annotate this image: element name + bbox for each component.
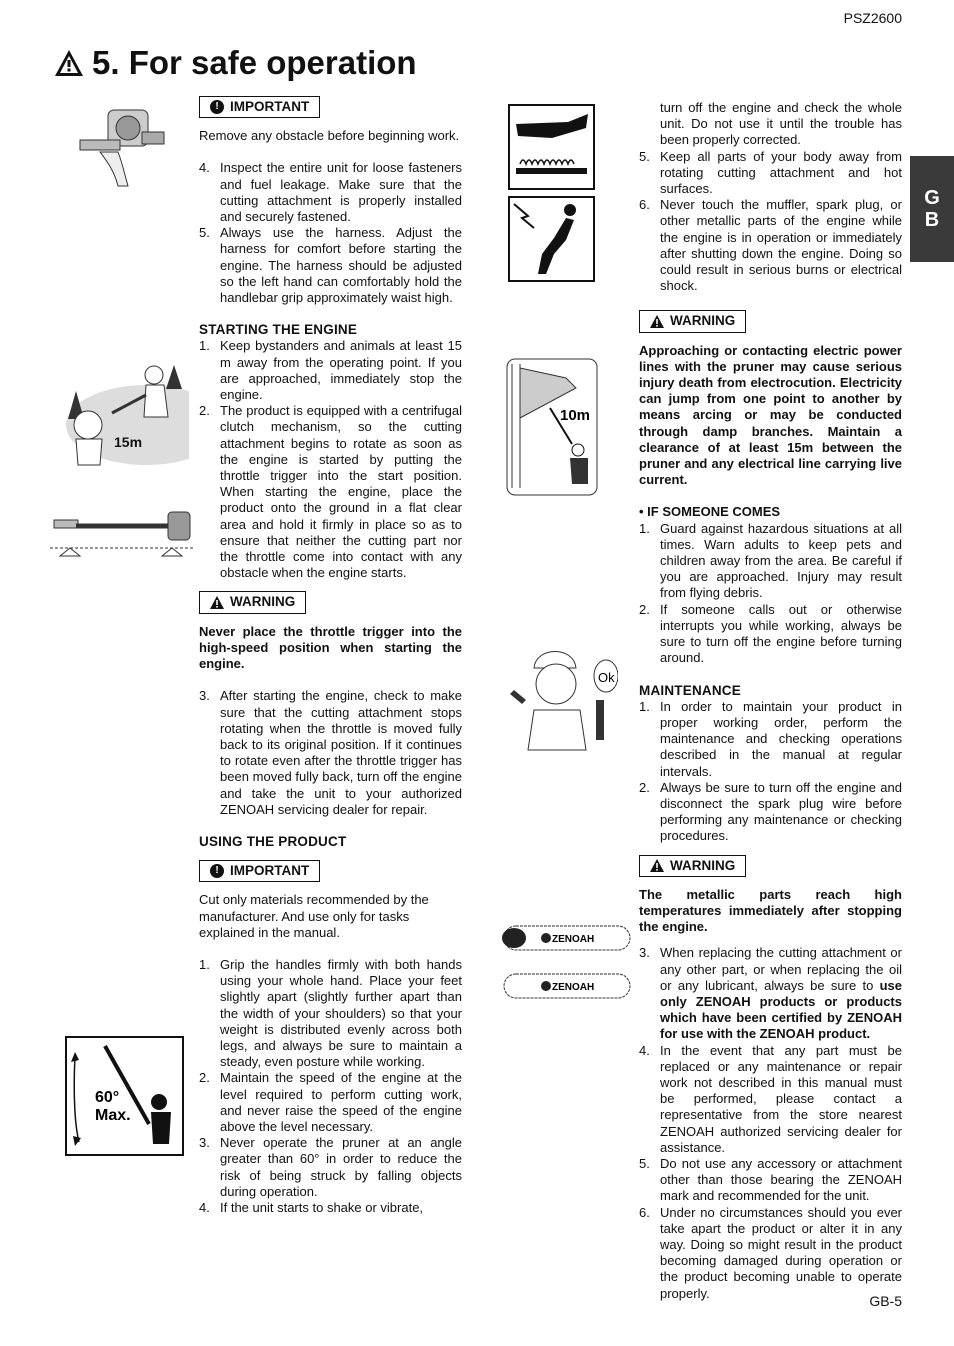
list-item: 5. Do not use any accessory or attachment other than those bearing the ZENOAH mark and recommended for the unit. xyxy=(639,1155,902,1204)
important-text: Remove any obstacle before beginning work. xyxy=(199,128,460,144)
continued-text: turn off the engine and check the whole unit. Do not use it until the trouble has been properly corrected. xyxy=(660,100,902,148)
list-item: 2. The product is equipped with a centrifugal clutch mechanism, so the cutting attachment begins to rotate as soon as the engine is started by putting the throttle trigger into the start position. When starting the engine, place the product onto the ground in a flat clear area and hold it firmly in place so as to ensure that neither the cutting part nor the throttle come into contact with any obstacle when the engine starts. xyxy=(199,403,462,581)
bar-brand-label-2: ZENOAH xyxy=(552,982,595,993)
using-list xyxy=(199,957,462,1216)
power-line-clearance-illustration xyxy=(506,358,598,496)
list-item: 3. Never operate the pruner at an angle greater than 60° in order to reduce the risk of being struck by falling objects during operation. xyxy=(199,1135,462,1199)
electric-shock-illustration xyxy=(508,196,595,282)
list-item: 4. If the unit starts to shake or vibrate, xyxy=(199,1199,424,1215)
safety-list xyxy=(639,149,902,295)
bystander-distance-illustration xyxy=(54,355,189,467)
warning-badge: WARNING xyxy=(199,591,306,613)
important-badge: ! IMPORTANT xyxy=(199,96,320,118)
list-item: 3. After starting the engine, check to make sure that the cutting attachment stops rotating when the throttle is moved fully back to its original position. If it continues to rotate even after the throttle trigger has been moved fully back, turn off the engine and take the unit to your authorized ZENOAH servicing dealer for repair. xyxy=(199,688,462,817)
section-heading: • IF SOMEONE COMES xyxy=(639,504,781,520)
distance-label: 15m xyxy=(114,434,143,450)
ok-label: Ok xyxy=(598,670,615,685)
list-item: 3. When replacing the cutting attachment or any other part, or when replacing the oil or any lubricant, always be sure to use only ZENOAH products or products which have been certified by ZENOAH for use with the ZENOAH product. xyxy=(639,945,902,1042)
model-number: PSZ2600 xyxy=(843,10,902,26)
right-column xyxy=(639,100,902,1302)
left-column xyxy=(199,96,462,1216)
page-number: GB-5 xyxy=(869,1293,902,1309)
angle-max-label: Max. xyxy=(95,1107,131,1124)
page-title-text: 5. For safe operation xyxy=(92,44,417,81)
start-on-ground-illustration xyxy=(50,508,195,566)
inspection-list xyxy=(199,160,462,306)
warning-triangle-icon xyxy=(650,315,664,328)
bar-brand-label-1: ZENOAH xyxy=(552,934,595,945)
maintenance-ok-illustration xyxy=(508,640,618,752)
list-item: 2. Maintain the speed of the engine at the level required to perform cutting work, and never raise the speed of the engine above the level necessary. xyxy=(199,1070,462,1134)
maintenance-list xyxy=(639,699,902,845)
warning-badge: WARNING xyxy=(639,310,746,332)
warning-triangle-icon xyxy=(210,596,224,609)
page-title xyxy=(54,44,417,82)
list-item: 1. In order to maintain your product in proper working order, perform the maintenance and checking operations described in the manual at regular intervals. xyxy=(639,698,902,779)
list-item: 2. If someone calls out or otherwise interrupts you while working, always be sure to turn off the engine before turning around. xyxy=(639,601,902,666)
important-badge: ! IMPORTANT xyxy=(199,860,320,882)
guide-bar-illustration xyxy=(494,912,636,1002)
clearance-label: 10m xyxy=(560,407,591,424)
inspect-unit-illustration xyxy=(78,100,168,192)
list-item: 5. Always use the harness. Adjust the harness for comfort before starting the engine. The harness should be adjusted so the left hand can comfortably hold the handlebar grip approximately waist high. xyxy=(199,225,462,306)
list-item: 1. Guard against hazardous situations at all times. Warn adults to keep pets and children away from the area. Be careful if you are approached. Injury may result from flying debris. xyxy=(639,520,902,601)
section-heading: MAINTENANCE xyxy=(639,682,741,698)
maintenance-list-cont xyxy=(639,945,902,1301)
warning-triangle-icon xyxy=(54,49,84,77)
list-item: 1. Keep bystanders and animals at least 15 m away from the operating point. If you are approached, immediately stop the engine. xyxy=(199,338,462,403)
list-item: 1. Grip the handles firmly with both hands using your whole hand. Place your feet slightly apart (slightly further apart than the width of your shoulders) so that your weight is distributed evenly across both legs, and always be sure to maintain a steady, even posture while working. xyxy=(199,956,462,1070)
exclamation-icon: ! xyxy=(210,100,224,114)
warning-badge: WARNING xyxy=(639,855,746,877)
warning-text: Never place the throttle trigger into the high-speed position when starting the engine. xyxy=(199,623,462,672)
max-angle-illustration xyxy=(65,1036,184,1156)
section-heading: USING THE PRODUCT xyxy=(199,833,347,849)
warning-triangle-icon xyxy=(650,859,664,872)
hot-surface-illustration xyxy=(508,104,595,190)
list-item: 6. Under no circumstances should you ever take apart the product or alter it in any way. Doing so might result in the product becoming damaged during operation or the product becoming unable to operate properly. xyxy=(639,1204,902,1301)
list-item: 2. Always be sure to turn off the engine and disconnect the spark plug wire before performing any maintenance or checking procedures. xyxy=(639,779,902,844)
important-text: Cut only materials recommended by the manufacturer. And use only for tasks explained in the manual. xyxy=(199,892,429,940)
list-item: 4. In the event that any part must be replaced or any maintenance or repair work not described in this manual must be performed, please contact a representative from the store nearest ZENOAH authorized servicing dealer for assistance. xyxy=(639,1042,902,1155)
list-item: 5. Keep all parts of your body away from rotating cutting attachment and hot surfaces. xyxy=(639,148,902,197)
list-item: 4. Inspect the entire unit for loose fasteners and fuel leakage. Make sure that the cutting attachment is properly installed and securely fastened. xyxy=(199,160,462,225)
someone-list xyxy=(639,521,902,667)
exclamation-icon: ! xyxy=(210,864,224,878)
starting-list-cont xyxy=(199,688,462,818)
section-heading: STARTING THE ENGINE xyxy=(199,322,358,338)
warning-text: The metallic parts reach high temperatures immediately after stopping the engine. xyxy=(639,886,902,935)
starting-list xyxy=(199,338,462,581)
list-item: 6. Never touch the muffler, spark plug, or other metallic parts of the engine while the engine is in operation or immediately after shutting down the engine. Doing so could result in serious burns or electrical shock. xyxy=(639,197,902,294)
language-tab: G B xyxy=(910,156,954,262)
angle-label: 60° xyxy=(95,1089,120,1106)
warning-text: Approaching or contacting electric power lines with the pruner may cause serious injury death from electrocution. Electricity can jump from one point to another by means arcing or may be conducted through damp branches. Maintain a clearance of at least 15m between the pruner and any electrical line carrying live current. xyxy=(639,342,902,488)
